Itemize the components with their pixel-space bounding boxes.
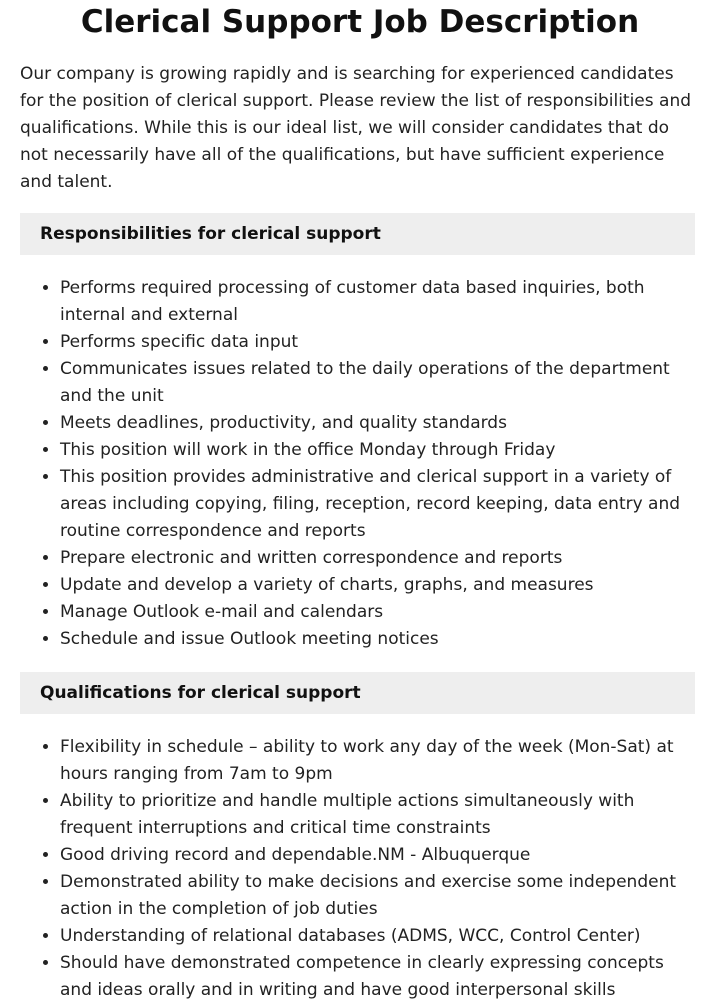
list-item: • Flexibility in schedule – ability to work any day of the week (Mon-Sat) at hours ranging from 7am to 9pm bbox=[60, 734, 698, 788]
responsibilities-heading: Responsibilities for clerical support bbox=[20, 213, 695, 255]
intro-paragraph: Our company is growing rapidly and is searching for experienced candidates for the position of clerical support. Please review the list of responsibilities and qualifications. While this is our ideal list, we will consider candidates that do not necessarily have all of the qualifications, but have sufficient experience and talent. bbox=[20, 64, 692, 192]
list-item: • Good driving record and dependable.NM - Albuquerque bbox=[60, 842, 698, 869]
list-item: • Meets deadlines, productivity, and quality standards bbox=[60, 410, 698, 437]
list-item: • Update and develop a variety of charts, graphs, and measures bbox=[60, 572, 698, 599]
list-item: • This position will work in the office Monday through Friday bbox=[60, 437, 698, 464]
list-item: • Performs specific data input bbox=[60, 329, 698, 356]
list-item: • Performs required processing of customer data based inquiries, both internal and external bbox=[60, 275, 698, 329]
list-item: • Should have demonstrated competence in clearly expressing concepts and ideas orally and in writing and have good interpersonal skills bbox=[60, 950, 698, 1004]
list-item: • Understanding of relational databases (ADMS, WCC, Control Center) bbox=[60, 923, 698, 950]
list-item: • Ability to prioritize and handle multiple actions simultaneously with frequent interruptions and critical time constraints bbox=[60, 788, 698, 842]
list-item: • Communicates issues related to the daily operations of the department and the unit bbox=[60, 356, 698, 410]
qualifications-list bbox=[20, 734, 698, 1004]
list-item: • This position provides administrative and clerical support in a variety of areas including copying, filing, reception, record keeping, data entry and routine correspondence and reports bbox=[60, 464, 698, 545]
page-title: Clerical Support Job Description bbox=[80, 4, 640, 40]
list-item: • Manage Outlook e-mail and calendars bbox=[60, 599, 698, 626]
list-item: • Demonstrated ability to make decisions and exercise some independent action in the completion of job duties bbox=[60, 869, 698, 923]
responsibilities-list bbox=[20, 275, 698, 653]
list-item: • Prepare electronic and written correspondence and reports bbox=[60, 545, 698, 572]
qualifications-heading: Qualifications for clerical support bbox=[20, 672, 695, 714]
list-item: • Schedule and issue Outlook meeting notices bbox=[60, 626, 698, 653]
